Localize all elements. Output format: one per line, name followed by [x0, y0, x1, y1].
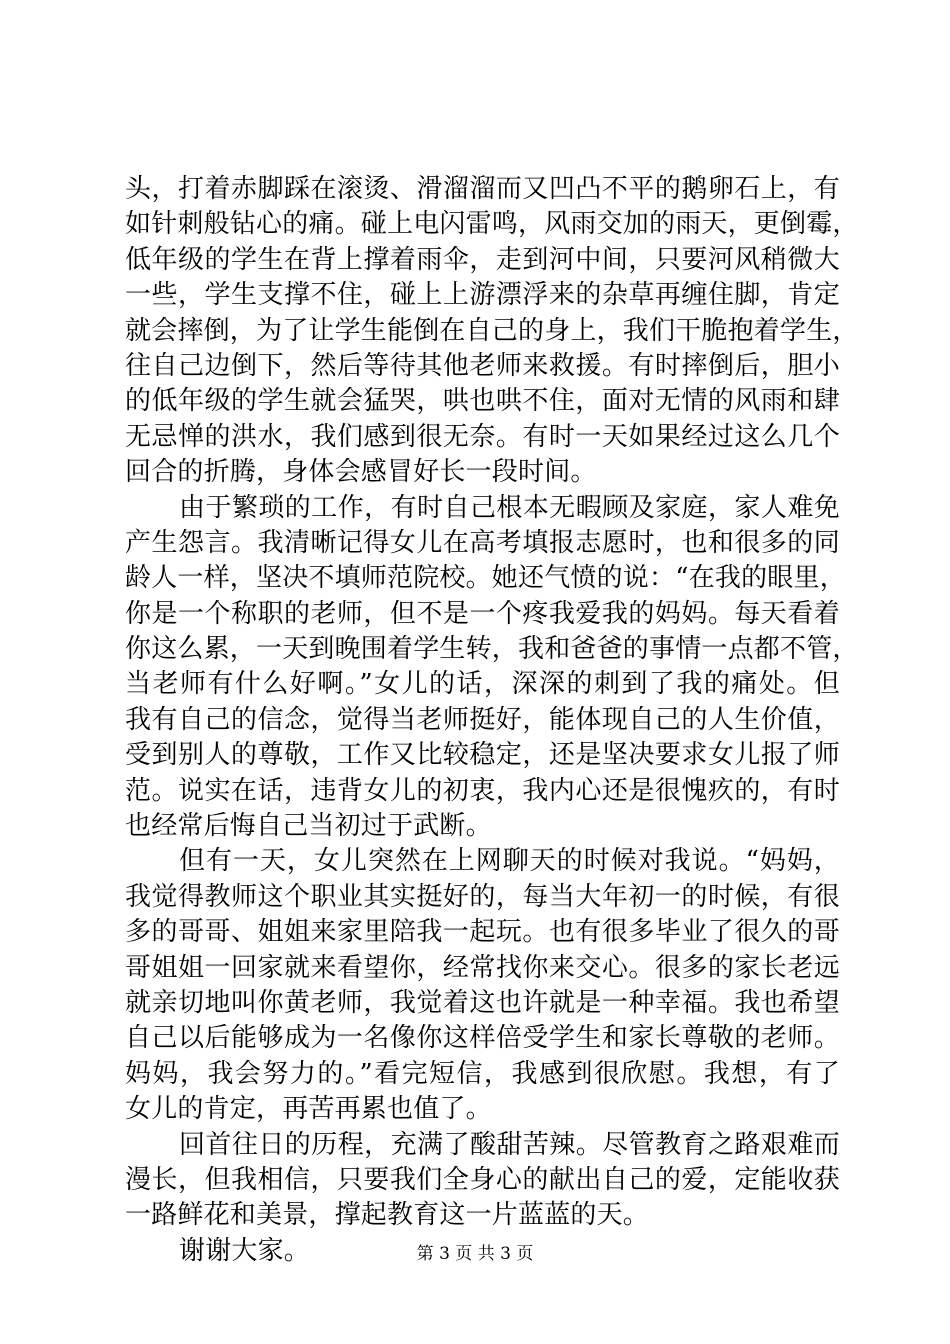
text-line: 我觉得教师这个职业其实挺好的，每当大年初一的时候，有很	[125, 881, 840, 912]
text-line: 范。说实在话，违背女儿的初衷，我内心还是很愧疚的，有时	[125, 775, 840, 806]
text-line: 多的哥哥、姐姐来家里陪我一起玩。也有很多毕业了很久的哥	[125, 917, 840, 948]
text-line: 就会摔倒，为了让学生能倒在自己的身上，我们干脆抱着学生，	[125, 315, 859, 346]
text-line: 谢谢大家。	[179, 1235, 311, 1266]
text-line: 你这么累，一天到晚围着学生转，我和爸爸的事情一点都不管，	[125, 634, 859, 665]
text-line: 自己以后能够成为一名像你这样倍受学生和家长尊敬的老师。	[125, 1023, 840, 1054]
text-line: 哥姐姐一回家就来看望你，经常找你来交心。很多的家长老远	[125, 952, 840, 983]
text-line: 也经常后悔自己当初过于武断。	[125, 811, 492, 842]
text-line: 低年级的学生在背上撑着雨伞，走到河中间，只要河风稍微大	[125, 244, 840, 275]
text-line: 当老师有什么好啊。”女儿的话，深深的刺到了我的痛处。但	[125, 669, 840, 700]
text-line: 我有自己的信念，觉得当老师挺好，能体现自己的人生价值，	[125, 704, 840, 735]
text-line: 产生怨言。我清晰记得女儿在高考填报志愿时，也和很多的同	[125, 527, 840, 558]
text-line: 漫长，但我相信，只要我们全身心的献出自己的爱，定能收获	[125, 1164, 840, 1195]
text-line: 往自己边倒下，然后等待其他老师来救援。有时摔倒后，胆小	[125, 350, 840, 381]
text-line: 妈妈，我会努力的。”看完短信，我感到很欣慰。我想，有了	[125, 1058, 840, 1089]
text-line: 回首往日的历程，充满了酸甜苦辣。尽管教育之路艰难而	[179, 1129, 840, 1160]
text-line: 如针刺般钻心的痛。碰上电闪雷鸣，风雨交加的雨天，更倒霉，	[125, 209, 859, 240]
page-footer: 第 3 页 共 3 页	[416, 1244, 534, 1264]
text-line: 的低年级的学生就会猛哭，哄也哄不住，面对无情的风雨和肆	[125, 386, 840, 417]
text-line: 龄人一样，坚决不填师范院校。她还气愤的说：“在我的眼里，	[125, 563, 846, 594]
text-line: 一些，学生支撑不住，碰上上游漂浮来的杂草再缠住脚，肯定	[125, 280, 840, 311]
text-line: 受到别人的尊敬，工作又比较稳定，还是坚决要求女儿报了师	[125, 740, 840, 771]
text-line: 由于繁琐的工作，有时自己根本无暇顾及家庭，家人难免	[179, 492, 840, 523]
text-line: 无忌惮的洪水，我们感到很无奈。有时一天如果经过这么几个	[125, 421, 840, 452]
text-line: 女儿的肯定，再苦再累也值了。	[125, 1094, 492, 1125]
text-line: 一路鲜花和美景，撑起教育这一片蓝蓝的天。	[125, 1200, 650, 1231]
text-line: 但有一天，女儿突然在上网聊天的时候对我说。“妈妈，	[179, 846, 840, 877]
body-text	[125, 172, 859, 1269]
text-line: 头，打着赤脚踩在滚烫、滑溜溜而又凹凸不平的鹅卵石上，有	[125, 174, 840, 204]
text-line: 你是一个称职的老师，但不是一个疼我爱我的妈妈。每天看着	[125, 598, 840, 629]
text-line: 回合的折腾，身体会感冒好长一段时间。	[125, 457, 597, 488]
text-line: 就亲切地叫你黄老师，我觉着这也许就是一种幸福。我也希望	[125, 987, 840, 1018]
